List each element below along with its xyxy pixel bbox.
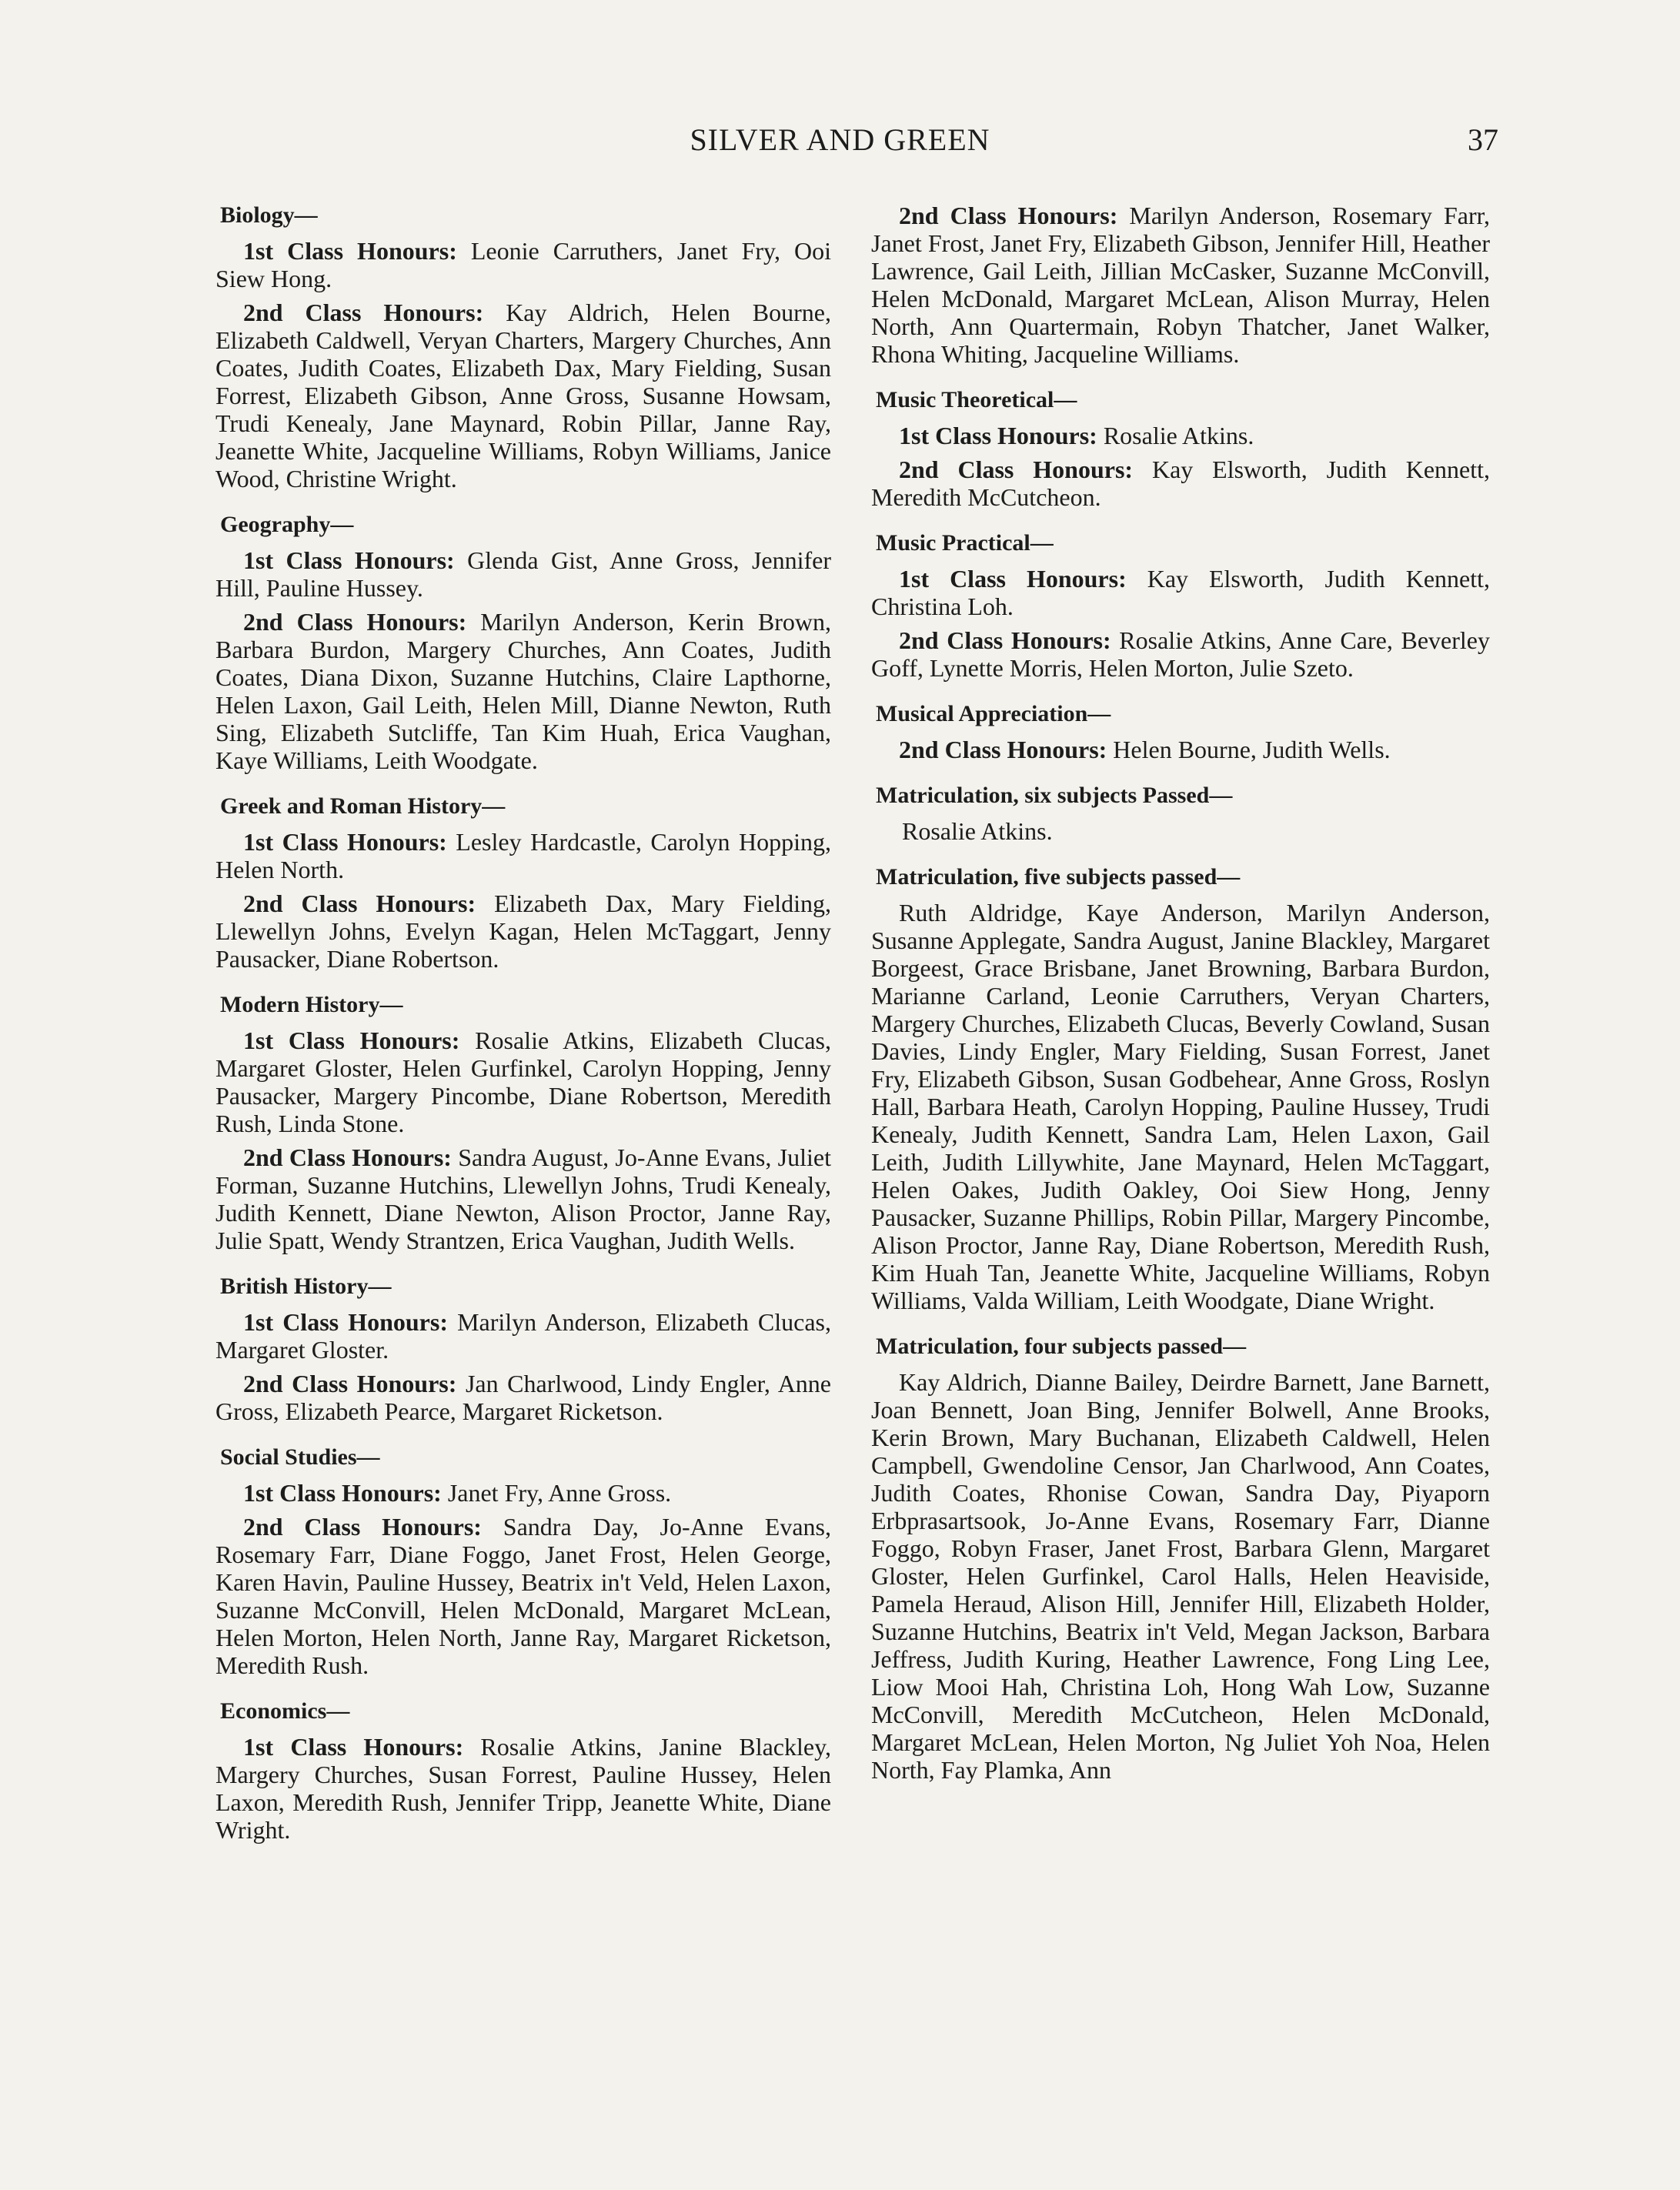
honours-paragraph: [215, 1479, 831, 1507]
honours-paragraph: [215, 546, 831, 602]
page-header: [0, 122, 1680, 168]
names-list: Janet Fry, Anne Gross.: [441, 1479, 672, 1507]
honours-paragraph: [871, 202, 1490, 368]
honours-label: 1st Class Honours:: [899, 565, 1127, 593]
honours-label: 2nd Class Honours:: [899, 626, 1111, 654]
left-column: [215, 202, 831, 1862]
honours-paragraph: [215, 1513, 831, 1679]
honours-label: 1st Class Honours:: [243, 1733, 464, 1761]
honours-label: 2nd Class Honours:: [243, 1370, 457, 1397]
honours-paragraph: [215, 1370, 831, 1425]
section-geography: [215, 511, 831, 774]
names-list: Rosalie Atkins.: [902, 817, 1053, 845]
honours-label: 1st Class Honours:: [243, 546, 455, 574]
honours-paragraph: [215, 1308, 831, 1364]
honours-label: 1st Class Honours:: [243, 828, 447, 856]
section-economics: [215, 1698, 831, 1844]
honours-paragraph: [871, 565, 1490, 620]
section-greek-and-roman-history: [215, 793, 831, 973]
honours-paragraph: [215, 608, 831, 774]
names-list: Sandra August, Jo-Anne Evans, Juliet Forman, Suzanne Hutchins, Llewellyn Johns, Trudi Kenealy, Judith Kennett, Diane Newton, Alison Proctor, Janne Ray, Julie Spatt, Wendy Strantzen, Erica Vaughan, Judith Wells.: [215, 1143, 832, 1254]
names-list: Marilyn Anderson, Rosemary Farr, Janet Frost, Janet Fry, Elizabeth Gibson, Jennifer Hill, Heather Lawrence, Gail Leith, Jillian McCasker, Suzanne McConvill, Helen McDonald, Margaret McLean, Alison Murray, Helen North, Ann Quartermain, Robyn Thatcher, Janet Walker, Rhona Whiting, Jacqueline Williams.: [871, 202, 1491, 368]
page-number: 37: [1468, 122, 1498, 157]
names-list: Lesley Hardcastle, Carolyn Hopping, Helen North.: [215, 828, 832, 883]
honours-paragraph: [871, 736, 1490, 763]
section-heading: Music Theoretical—: [876, 387, 1077, 412]
section-british-history: [215, 1273, 831, 1425]
honours-label: 2nd Class Honours:: [899, 736, 1107, 763]
section-heading: Geography—: [220, 512, 354, 537]
honours-paragraph: [871, 626, 1490, 682]
names-list: Marilyn Anderson, Elizabeth Clucas, Margaret Gloster.: [215, 1308, 831, 1364]
honours-label: 2nd Class Honours:: [899, 456, 1134, 483]
section-heading: Music Practical—: [876, 530, 1054, 556]
names-list: Kay Aldrich, Dianne Bailey, Deirdre Barnett, Jane Barnett, Joan Bennett, Joan Bing, Jennifer Bolwell, Anne Brooks, Kerin Brown, Mary Buchanan, Elizabeth Caldwell, Helen Campbell, Gwendoline Censor, Jan Charlwood, Ann Coates, Judith Coates, Rhonise Cowan, Sandra Day, Piyaporn Erbprasartsook, Jo-Anne Evans, Rosemary Farr, Dianne Foggo, Robyn Fraser, Janet Frost, Barbara Glenn, Margaret Gloster, Helen Gurfinkel, Carol Halls, Helen Heaviside, Pamela Heraud, Alison Hill, Jennifer Hill, Elizabeth Holder, Suzanne Hutchins, Beatrix in't Veld, Megan Jackson, Barbara Jeffress, Judith Kuring, Heather Lawrence, Fong Ling Lee, Liow Mooi Hah, Christina Loh, Hong Wah Low, Suzanne McConvill, Meredith McCutcheon, Helen McDonald, Margaret McLean, Helen Morton, Ng Juliet Yoh Noa, Helen North, Fay Plamka, Ann: [871, 1368, 1490, 1784]
honours-label: 2nd Class Honours:: [899, 202, 1118, 229]
names-list: Rosalie Atkins, Elizabeth Clucas, Margaret Gloster, Helen Gurfinkel, Carolyn Hopping, Jenny Pausacker, Margery Pincombe, Diane Robertson, Meredith Rush, Linda Stone.: [215, 1027, 832, 1137]
names-list: Helen Bourne, Judith Wells.: [1107, 736, 1391, 763]
names-list: Kay Elsworth, Judith Kennett, Meredith McCutcheon.: [871, 456, 1491, 511]
section-music-practical: [871, 529, 1490, 682]
section-music-theoretical: [871, 386, 1490, 511]
honours-label: 1st Class Honours:: [243, 1308, 448, 1336]
honours-label: 1st Class Honours:: [243, 1027, 460, 1054]
section-social-studies: [215, 1444, 831, 1679]
right-column: [871, 202, 1490, 1802]
section-heading: Greek and Roman History—: [220, 793, 506, 819]
names-list: Elizabeth Dax, Mary Fielding, Llewellyn Johns, Evelyn Kagan, Helen McTaggart, Jenny Pausacker, Diane Robertson.: [215, 890, 831, 973]
names-list: Kay Elsworth, Judith Kennett, Christina Loh.: [871, 565, 1491, 620]
names-list: Rosalie Atkins, Janine Blackley, Margery Churches, Susan Forrest, Pauline Hussey, Helen Laxon, Meredith Rush, Jennifer Tripp, Jeanette White, Diane Wright.: [215, 1733, 831, 1844]
names-list: Sandra Day, Jo-Anne Evans, Rosemary Farr, Diane Foggo, Janet Frost, Helen George, Karen Havin, Pauline Hussey, Beatrix in't Veld, Helen Laxon, Suzanne McConvill, Helen McDonald, Margaret McLean, Helen Morton, Helen North, Janne Ray, Margaret Ricketson, Meredith Rush.: [215, 1513, 832, 1679]
honours-paragraph: [215, 890, 831, 973]
names-list: Ruth Aldridge, Kaye Anderson, Marilyn Anderson, Susanne Applegate, Sandra August, Janine Blackley, Margaret Borgeest, Grace Brisbane, Janet Browning, Barbara Burdon, Marianne Carland, Leonie Carruthers, Veryan Charters, Margery Churches, Elizabeth Clucas, Beverly Cowland, Susan Davies, Lindy Engler, Mary Fielding, Susan Forrest, Janet Fry, Elizabeth Gibson, Susan Godbehear, Anne Gross, Roslyn Hall, Barbara Heath, Carolyn Hopping, Pauline Hussey, Trudi Kenealy, Judith Kennett, Sandra Lam, Helen Laxon, Gail Leith, Judith Lillywhite, Jane Maynard, Helen McTaggart, Helen Oakes, Judith Oakley, Ooi Siew Hong, Jenny Pausacker, Suzanne Phillips, Robin Pillar, Margery Pincombe, Alison Proctor, Janne Ray, Diane Robertson, Meredith Rush, Kim Huah Tan, Jeanette White, Jacqueline Williams, Robyn Williams, Valda William, Leith Woodgate, Diane Wright.: [871, 899, 1490, 1314]
section-matriculation-five-subjects-passed: [871, 863, 1490, 1314]
section-continued: [871, 202, 1490, 368]
names-list: Rosalie Atkins.: [1097, 422, 1254, 449]
names-list: Rosalie Atkins, Anne Care, Beverley Goff, Lynette Morris, Helen Morton, Julie Szeto.: [871, 626, 1491, 682]
section-heading: Social Studies—: [220, 1444, 380, 1470]
section-heading: Economics—: [220, 1698, 350, 1724]
honours-label: 2nd Class Honours:: [243, 1143, 452, 1171]
honours-paragraph: [871, 899, 1490, 1314]
honours-paragraph: [215, 1027, 831, 1137]
honours-paragraph: [871, 456, 1490, 511]
honours-label: 2nd Class Honours:: [243, 299, 484, 326]
names-list: Jan Charlwood, Lindy Engler, Anne Gross, Elizabeth Pearce, Margaret Ricketson.: [215, 1370, 832, 1425]
section-matriculation-four-subjects-passed: [871, 1333, 1490, 1784]
section-musical-appreciation: [871, 700, 1490, 763]
honours-paragraph: [215, 1143, 831, 1254]
names-list: Kay Aldrich, Helen Bourne, Elizabeth Caldwell, Veryan Charters, Margery Churches, Ann Coates, Judith Coates, Elizabeth Dax, Mary Fielding, Susan Forrest, Elizabeth Gibson, Anne Gross, Susanne Howsam, Trudi Kenealy, Jane Maynard, Robin Pillar, Janne Ray, Jeanette White, Jacqueline Williams, Robyn Williams, Janice Wood, Christine Wright.: [215, 299, 832, 492]
running-title: SILVER AND GREEN: [690, 122, 990, 157]
section-biology: [215, 202, 831, 492]
section-modern-history: [215, 991, 831, 1254]
honours-label: 2nd Class Honours:: [243, 1513, 482, 1541]
honours-paragraph: [871, 422, 1490, 449]
honours-paragraph: [902, 817, 1490, 845]
honours-paragraph: [871, 1368, 1490, 1784]
honours-label: 1st Class Honours:: [243, 1479, 442, 1507]
honours-paragraph: [215, 237, 831, 292]
section-heading: Matriculation, five subjects passed—: [876, 864, 1241, 890]
section-heading: Musical Appreciation—: [876, 701, 1111, 726]
names-list: Glenda Gist, Anne Gross, Jennifer Hill, Pauline Hussey.: [215, 546, 832, 602]
honours-label: 1st Class Honours:: [243, 237, 457, 265]
honours-paragraph: [215, 828, 831, 883]
honours-label: 1st Class Honours:: [899, 422, 1097, 449]
honours-paragraph: [215, 299, 831, 492]
section-heading: Matriculation, four subjects passed—: [876, 1334, 1247, 1359]
honours-label: 2nd Class Honours:: [243, 608, 467, 636]
honours-paragraph: [215, 1733, 831, 1844]
section-heading: British History—: [220, 1274, 392, 1299]
names-list: Marilyn Anderson, Kerin Brown, Barbara Burdon, Margery Churches, Ann Coates, Judith Coates, Diana Dixon, Suzanne Hutchins, Claire Lapthorne, Helen Laxon, Gail Leith, Helen Mill, Dianne Newton, Ruth Sing, Elizabeth Sutcliffe, Tan Kim Huah, Erica Vaughan, Kaye Williams, Leith Woodgate.: [215, 608, 832, 774]
section-matriculation-six-subjects-passed: [871, 782, 1490, 845]
section-heading: Matriculation, six subjects Passed—: [876, 783, 1233, 808]
section-heading: Biology—: [220, 202, 318, 228]
names-list: Leonie Carruthers, Janet Fry, Ooi Siew Hong.: [215, 237, 832, 292]
section-heading: Modern History—: [220, 992, 403, 1017]
honours-label: 2nd Class Honours:: [243, 890, 476, 917]
